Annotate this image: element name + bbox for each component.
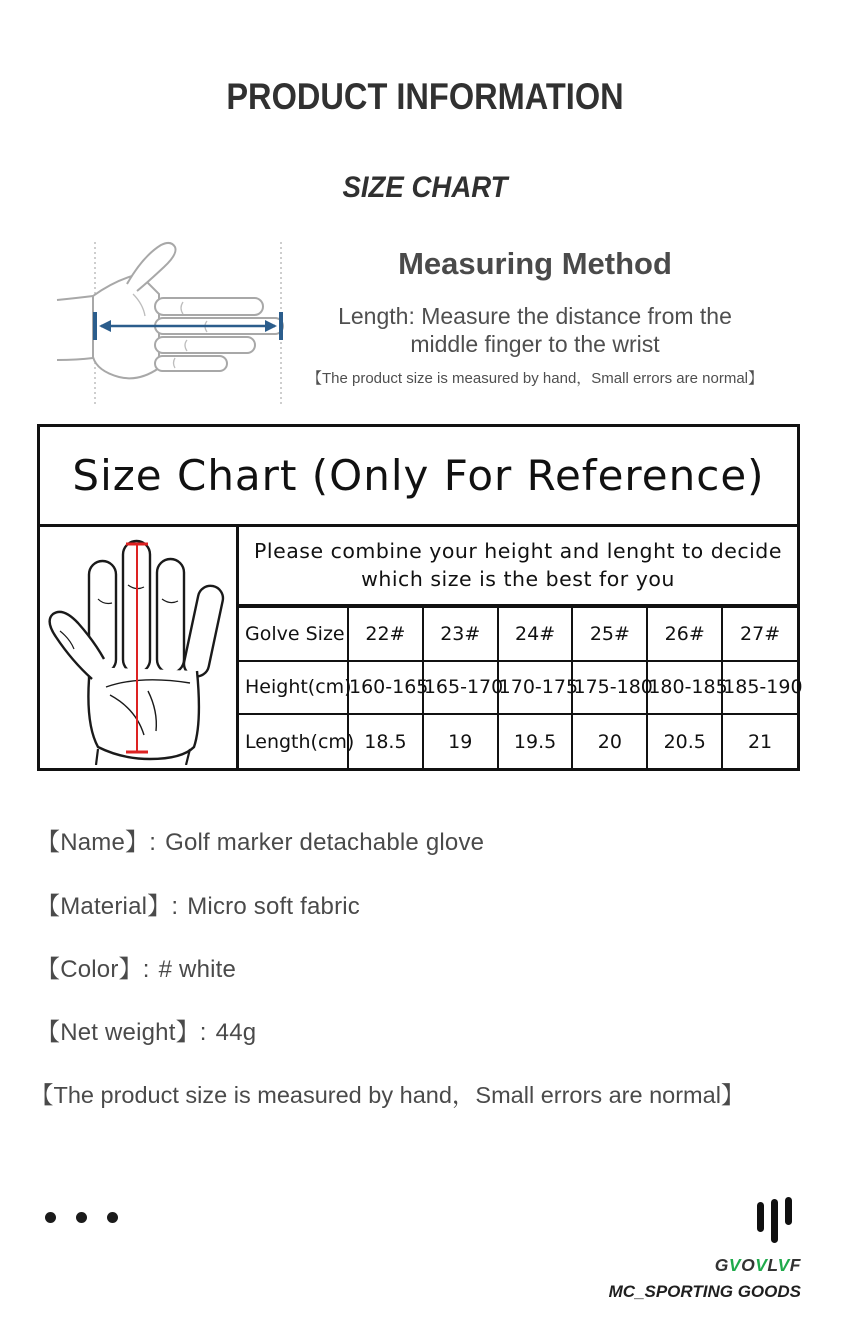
measuring-desc-line2: middle finger to the wrist — [410, 331, 660, 358]
table-cell: 25# — [572, 607, 647, 661]
brand-letter: G — [714, 1255, 729, 1275]
row-label: Height(cm) — [239, 661, 348, 715]
palm-hand-measure-illustration — [40, 527, 239, 768]
logo-bar — [771, 1199, 778, 1243]
brand-letter: V — [755, 1255, 768, 1275]
row-label: Golve Size — [239, 607, 348, 661]
dot — [45, 1212, 56, 1223]
brand-letter: L — [767, 1255, 778, 1275]
detail-material — [36, 886, 360, 921]
brand-letter: V — [777, 1255, 790, 1275]
detail-color-label: 【Color】: — [36, 956, 150, 983]
size-chart-note-line2: which size is the best for you — [361, 566, 675, 591]
table-cell: 20.5 — [647, 714, 722, 768]
size-chart-table — [37, 424, 803, 771]
table-cell: 19 — [423, 714, 498, 768]
palm-hand-icon — [40, 527, 239, 765]
detail-color-value: # white — [158, 956, 237, 983]
brand-letter: F — [789, 1255, 801, 1275]
section-subtitle: SIZE CHART — [342, 171, 508, 204]
brand-letter: V — [728, 1255, 742, 1275]
detail-material-label: 【Material】: — [36, 893, 179, 920]
brand-company: MC_SPORTING GOODS — [608, 1282, 801, 1301]
table-cell: 18.5 — [348, 714, 423, 768]
detail-name-value: Golf marker detachable glove — [165, 829, 485, 856]
measuring-method-description — [300, 302, 770, 359]
detail-name — [36, 822, 484, 857]
length-row — [239, 714, 797, 768]
size-chart-table-title: Size Chart (Only For Reference) — [40, 427, 797, 527]
table-cell: 23# — [423, 607, 498, 661]
table-cell: 180-185 — [647, 661, 722, 715]
table-cell: 165-170 — [423, 661, 498, 715]
measuring-method-heading: Measuring Method — [398, 246, 672, 281]
table-cell: 22# — [348, 607, 423, 661]
detail-net-weight-value: 44g — [215, 1019, 257, 1046]
table-cell: 20 — [572, 714, 647, 768]
table-cell: 26# — [647, 607, 722, 661]
logo-bar — [757, 1202, 764, 1232]
table-cell: 170-175 — [498, 661, 573, 715]
table-cell: 160-165 — [348, 661, 423, 715]
size-chart-note — [239, 527, 797, 606]
page-title: PRODUCT INFORMATION — [226, 76, 624, 117]
dot — [76, 1212, 87, 1223]
table-cell: 19.5 — [498, 714, 573, 768]
brand-letter: O — [741, 1255, 756, 1275]
detail-color — [36, 949, 236, 984]
product-note: 【The product size is measured by hand，Small errors are normal】 — [30, 1082, 745, 1108]
brand-name — [715, 1255, 801, 1276]
three-bars-logo-icon — [757, 1197, 792, 1243]
detail-net-weight — [36, 1012, 256, 1047]
glove-size-row — [239, 607, 797, 661]
table-cell: 27# — [722, 607, 797, 661]
table-cell: 21 — [722, 714, 797, 768]
size-values-table — [239, 606, 803, 768]
measuring-desc-line1: Length: Measure the distance from the — [338, 303, 732, 329]
table-cell: 175-180 — [572, 661, 647, 715]
detail-net-weight-label: 【Net weight】: — [36, 1019, 207, 1046]
measuring-note: 【The product size is measured by hand，Small errors are normal】 — [306, 370, 763, 387]
table-cell: 185-190 — [722, 661, 797, 715]
row-label: Length(cm) — [239, 714, 348, 768]
dot — [107, 1212, 118, 1223]
size-chart-note-line1: Please combine your height and lenght to decide — [254, 538, 782, 563]
three-dots-icon — [45, 1212, 118, 1223]
height-row — [239, 661, 797, 715]
detail-name-label: 【Name】: — [36, 829, 157, 856]
detail-material-value: Micro soft fabric — [187, 893, 361, 920]
logo-bar — [785, 1197, 792, 1225]
table-cell: 24# — [498, 607, 573, 661]
measuring-hand-icon — [55, 238, 305, 410]
hand-side-measure-illustration — [55, 238, 305, 410]
